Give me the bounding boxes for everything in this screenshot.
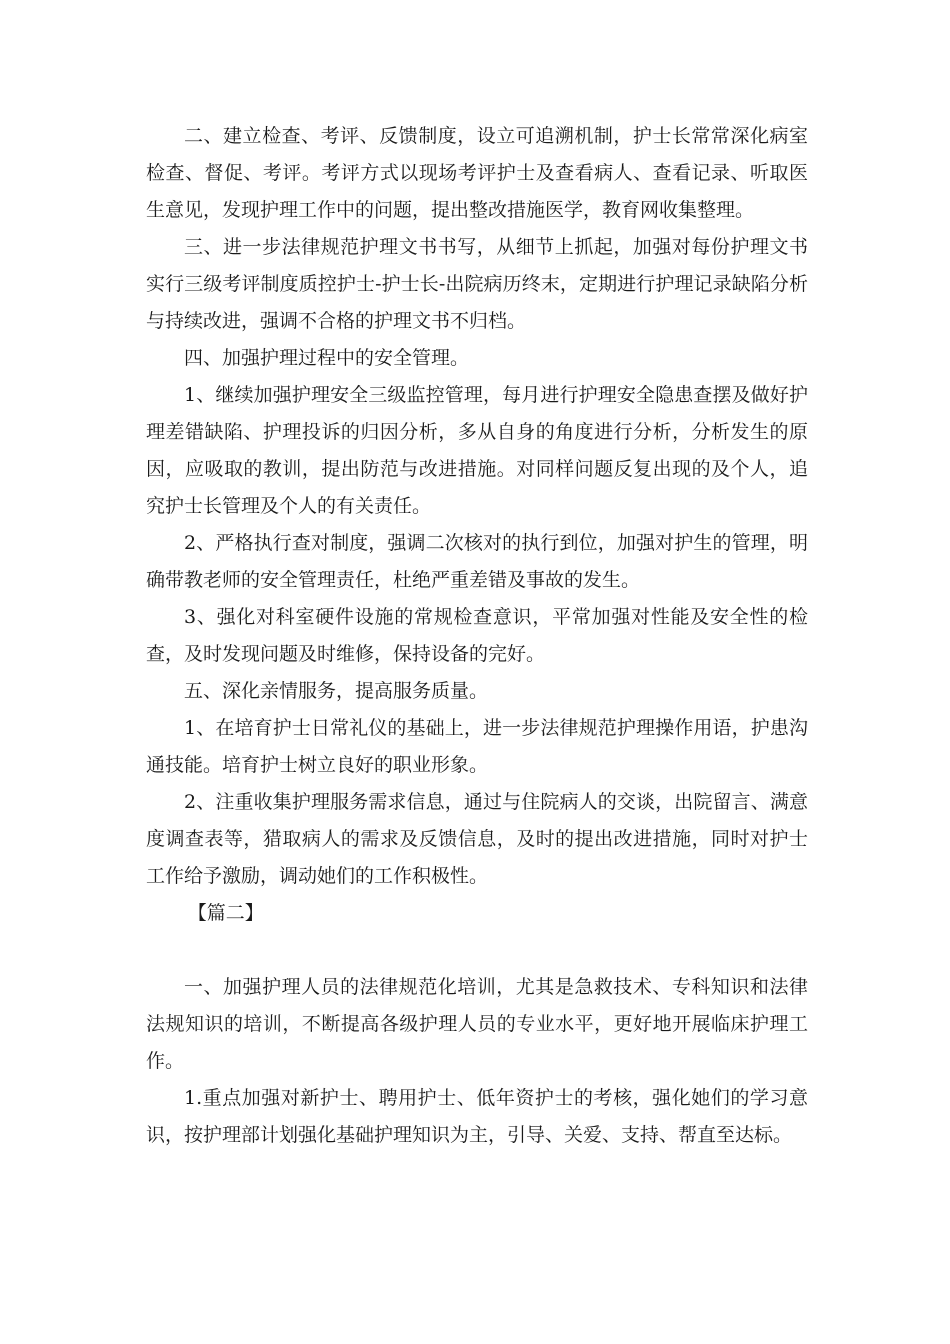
paragraph-safety-item-1: 1、继续加强护理安全三级监控管理，每月进行护理安全隐患查摆及做好护理差错缺陷、护理投诉的归因分析，多从自身的角度进行分析，分析发生的原因，应吸取的教训，提出防范与改进措施。对同样问题反复出现的及个人，追究护士长管理及个人的有关责任。 bbox=[146, 384, 808, 517]
paragraph-nursing-documents: 三、进一步法律规范护理文书书写，从细节上抓起，加强对每份护理文书实行三级考评制度质控护士-护士长-出院病历终末，定期进行护理记录缺陷分析与持续改进，强调不合格的护理文书不归档。 bbox=[146, 236, 808, 332]
document-body bbox=[146, 118, 808, 1154]
paragraph-service-item-2: 2、注重收集护理服务需求信息，通过与住院病人的交谈，出院留言、满意度调查表等，猎取病人的需求及反馈信息，及时的提出改进措施，同时对护士工作给予激励，调动她们的工作积极性。 bbox=[146, 791, 808, 887]
paragraph-service-item-1: 1、在培育护士日常礼仪的基础上，进一步法律规范护理操作用语，护患沟通技能。培育护士树立良好的职业形象。 bbox=[146, 717, 808, 776]
paragraph-training: 一、加强护理人员的法律规范化培训，尤其是急救技术、专科知识和法律法规知识的培训，不断提高各级护理人员的专业水平，更好地开展临床护理工作。 bbox=[146, 976, 808, 1072]
paragraph-inspection-system: 二、建立检查、考评、反馈制度，设立可追溯机制，护士长常常深化病室检查、督促、考评。考评方式以现场考评护士及查看病人、查看记录、听取医生意见，发现护理工作中的问题，提出整改措施医学，教育网收集整理。 bbox=[146, 125, 808, 221]
paragraph-service-heading: 五、深化亲情服务，提高服务质量。 bbox=[184, 680, 489, 702]
paragraph-safety-item-3: 3、强化对科室硬件设施的常规检查意识，平常加强对性能及安全性的检查，及时发现问题及时维修，保持设备的完好。 bbox=[146, 606, 808, 665]
paragraph-training-item-1: 1.重点加强对新护士、聘用护士、低年资护士的考核，强化她们的学习意识，按护理部计划强化基础护理知识为主，引导、关爱、支持、帮直至达标。 bbox=[146, 1087, 808, 1146]
paragraph-safety-item-2: 2、严格执行查对制度，强调二次核对的执行到位，加强对护生的管理，明确带教老师的安全管理责任，杜绝严重差错及事故的发生。 bbox=[146, 532, 808, 591]
paragraph-safety-management-heading: 四、加强护理过程中的安全管理。 bbox=[184, 347, 470, 369]
section-heading-part-two: 【篇二】 bbox=[187, 902, 264, 924]
